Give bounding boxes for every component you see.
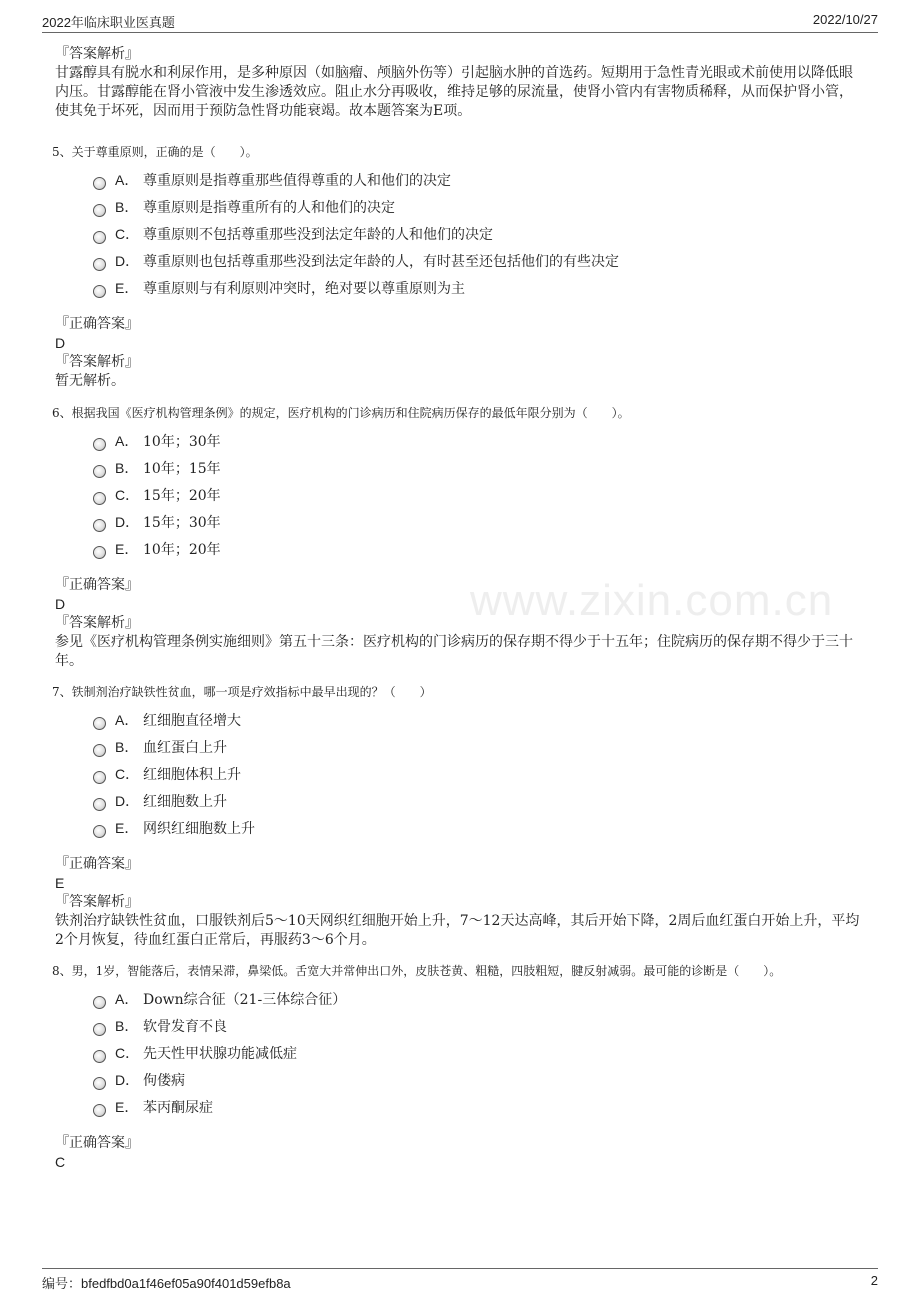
page-footer xyxy=(42,1268,878,1293)
answer-block-5 xyxy=(55,314,861,391)
option-a[interactable]: A． Down综合征（21-三体综合征） xyxy=(93,985,861,1012)
option-c[interactable]: C． 先天性甲状腺功能减低症 xyxy=(93,1039,861,1066)
radio-icon[interactable] xyxy=(93,285,106,298)
option-d[interactable]: D． 红细胞数上升 xyxy=(93,787,861,814)
question-stem: 8、男，1岁，智能落后，表情呆滞，鼻梁低。舌宽大并常伸出口外，皮肤苍黄、粗糙，四肢粗短，腱反射减弱。最可能的诊断是（ ）。 xyxy=(52,964,782,978)
radio-icon[interactable] xyxy=(93,177,106,190)
page-header xyxy=(42,10,878,33)
radio-icon[interactable] xyxy=(93,438,106,451)
option-a[interactable]: A． 10年；30年 xyxy=(93,427,861,454)
option-list xyxy=(93,166,861,301)
correct-answer-label: 『正确答案』 xyxy=(55,856,139,872)
option-b[interactable]: B． 血红蛋白上升 xyxy=(93,733,861,760)
radio-icon[interactable] xyxy=(93,546,106,559)
option-list xyxy=(93,985,861,1120)
option-c[interactable]: C． 15年；20年 xyxy=(93,481,861,508)
analysis-text: 暂无解析。 xyxy=(55,373,125,389)
page-number: 2 xyxy=(870,1273,878,1288)
radio-icon[interactable] xyxy=(93,996,106,1009)
correct-answer-label: 『正确答案』 xyxy=(55,577,139,593)
correct-answer-label: 『正确答案』 xyxy=(55,1135,139,1151)
option-list xyxy=(93,427,861,562)
radio-icon[interactable] xyxy=(93,771,106,784)
document-id: 编号：bfedfbd0a1f46ef05a90f401d59efb8a xyxy=(42,1276,291,1291)
radio-icon[interactable] xyxy=(93,465,106,478)
option-e[interactable]: E． 苯丙酮尿症 xyxy=(93,1093,861,1120)
document-date: 2022/10/27 xyxy=(812,12,878,27)
option-e[interactable]: E． 10年；20年 xyxy=(93,535,861,562)
radio-icon[interactable] xyxy=(93,204,106,217)
answer-block-6 xyxy=(55,575,861,671)
question-stem: 6、根据我国《医疗机构管理条例》的规定，医疗机构的门诊病历和住院病历保存的最低年限分别为（ ）。 xyxy=(52,406,630,420)
radio-icon[interactable] xyxy=(93,798,106,811)
option-a[interactable]: A． 尊重原则是指尊重那些值得尊重的人和他们的决定 xyxy=(93,166,861,193)
analysis-label: 『答案解析』 xyxy=(55,615,139,631)
correct-answer: C xyxy=(55,1154,66,1170)
radio-icon[interactable] xyxy=(93,1050,106,1063)
option-list xyxy=(93,706,861,841)
option-d[interactable]: D． 尊重原则也包括尊重那些没到法定年龄的人，有时甚至还包括他们的有些决定 xyxy=(93,247,861,274)
correct-answer: D xyxy=(55,335,66,351)
radio-icon[interactable] xyxy=(93,1077,106,1090)
analysis-text: 参见《医疗机构管理条例实施细则》第五十三条：医疗机构的门诊病历的保存期不得少于十五年；住院病历的保存期不得少于三十年。 xyxy=(55,634,853,669)
radio-icon[interactable] xyxy=(93,492,106,505)
option-c[interactable]: C． 尊重原则不包括尊重那些没到法定年龄的人和他们的决定 xyxy=(93,220,861,247)
radio-icon[interactable] xyxy=(93,1023,106,1036)
analysis-block-4 xyxy=(55,44,861,121)
radio-icon[interactable] xyxy=(93,717,106,730)
question-6 xyxy=(52,405,861,562)
radio-icon[interactable] xyxy=(93,231,106,244)
option-b[interactable]: B． 10年；15年 xyxy=(93,454,861,481)
radio-icon[interactable] xyxy=(93,744,106,757)
question-7 xyxy=(52,684,861,841)
correct-answer-label: 『正确答案』 xyxy=(55,316,139,332)
answer-block-8 xyxy=(55,1133,861,1171)
analysis-label: 『答案解析』 xyxy=(55,894,139,910)
document-title: 2022年临床职业医真题 xyxy=(42,15,175,30)
analysis-text: 铁剂治疗缺铁性贫血，口服铁剂后5～10天网织红细胞开始上升，7～12天达高峰，其后开始下降，2周后血红蛋白开始上升，平均2个月恢复，待血红蛋白正常后，再服药3～6个月。 xyxy=(55,913,860,948)
watermark: www.zixin.com.cn xyxy=(470,576,834,625)
radio-icon[interactable] xyxy=(93,1104,106,1117)
question-8 xyxy=(52,963,861,1120)
option-d[interactable]: D． 15年；30年 xyxy=(93,508,861,535)
option-c[interactable]: C． 红细胞体积上升 xyxy=(93,760,861,787)
option-e[interactable]: E． 网织红细胞数上升 xyxy=(93,814,861,841)
question-stem: 5、关于尊重原则，正确的是（ ）。 xyxy=(52,145,258,159)
radio-icon[interactable] xyxy=(93,519,106,532)
option-e[interactable]: E． 尊重原则与有利原则冲突时，绝对要以尊重原则为主 xyxy=(93,274,861,301)
correct-answer: E xyxy=(55,875,65,891)
analysis-text: 甘露醇具有脱水和利尿作用，是多种原因（如脑瘤、颅脑外伤等）引起脑水肿的首选药。短期用于急性青光眼或术前使用以降低眼内压。甘露醇能在肾小管液中发生渗透效应。阻止水分再吸收，维持足够的尿流量，使肾小管内有害物质稀释，从而保护肾小管，使其免于坏死，因而用于预防急性肾功能衰竭。故本题答案为E项。 xyxy=(55,65,853,119)
option-d[interactable]: D． 佝偻病 xyxy=(93,1066,861,1093)
radio-icon[interactable] xyxy=(93,258,106,271)
question-5 xyxy=(52,144,861,301)
analysis-label: 『答案解析』 xyxy=(55,354,139,370)
answer-block-7 xyxy=(55,854,861,950)
option-b[interactable]: B． 软骨发育不良 xyxy=(93,1012,861,1039)
analysis-label: 『答案解析』 xyxy=(55,46,139,62)
correct-answer: D xyxy=(55,596,66,612)
option-a[interactable]: A． 红细胞直径增大 xyxy=(93,706,861,733)
question-stem: 7、铁制剂治疗缺铁性贫血，哪一项是疗效指标中最早出现的？（ ） xyxy=(52,685,432,699)
radio-icon[interactable] xyxy=(93,825,106,838)
option-b[interactable]: B． 尊重原则是指尊重所有的人和他们的决定 xyxy=(93,193,861,220)
